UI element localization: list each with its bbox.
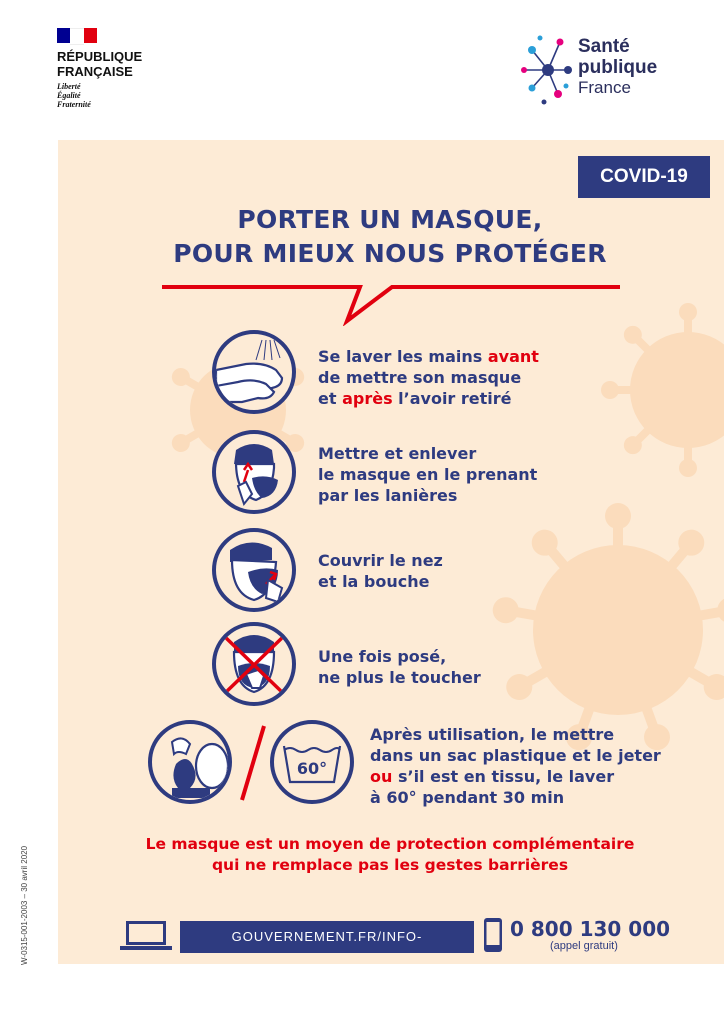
covid-badge: COVID-19 (578, 156, 710, 198)
sante-publique-france-logo (518, 30, 678, 110)
virus-decoration-large-icon (488, 500, 724, 760)
header (0, 0, 724, 140)
molecule-logo-icon (518, 30, 574, 110)
spf-line2: publique (578, 57, 658, 78)
republique-francaise-logo (57, 28, 142, 109)
phone-number[interactable]: 0 800 130 000 (510, 917, 671, 941)
no-touch-mask-icon (212, 622, 296, 706)
french-flag-icon (57, 28, 97, 43)
rf-motto: Liberté Égalité Fraternité (57, 82, 91, 109)
phone-note: (appel gratuit) (550, 940, 618, 952)
laptop-icon (118, 919, 174, 953)
step-4-text: Une fois posé, ne plus le toucher (318, 647, 481, 687)
step-3-text: Couvrir le nez et la bouche (318, 551, 443, 591)
step-1-text: Se laver les mains avant de mettre son masque et après l’avoir retiré (318, 347, 539, 408)
rf-line2: FRANÇAISE (57, 64, 133, 79)
spf-line3: France (578, 78, 631, 97)
mask-cover-nose-icon (212, 528, 296, 612)
smartphone-icon (483, 917, 503, 953)
spf-line1: Santé (578, 36, 630, 57)
poster-title: PORTER UN MASQUE, POUR MIEUX NOUS PROTÉGER (173, 205, 607, 268)
slash-separator (238, 722, 268, 804)
step-5-text: Après utilisation, le mettre dans un sac plastique et le jeter ou s’il est en tissu, le laver à 60° pendant 30 min (370, 725, 661, 807)
step-2-text: Mettre et enlever le masque en le prenant par les lanières (318, 444, 538, 505)
mask-straps-icon (212, 430, 296, 514)
hand-washing-icon (212, 330, 296, 414)
svg-text:60°: 60° (296, 759, 328, 778)
trash-bag-icon (148, 720, 232, 804)
document-reference: W-0315-001-2003 – 30 avril 2020 (20, 845, 29, 965)
speech-bubble-line (160, 278, 622, 326)
wash-60-icon (270, 720, 354, 804)
rf-line1: RÉPUBLIQUE (57, 49, 143, 64)
virus-decoration-icon (598, 300, 724, 480)
info-coronavirus-link[interactable]: GOUVERNEMENT.FR/INFO-CORONAVIRUS (180, 921, 474, 953)
warning-message: Le masque est un moyen de protection complémentaire qui ne remplace pas les gestes barrières (145, 835, 635, 874)
